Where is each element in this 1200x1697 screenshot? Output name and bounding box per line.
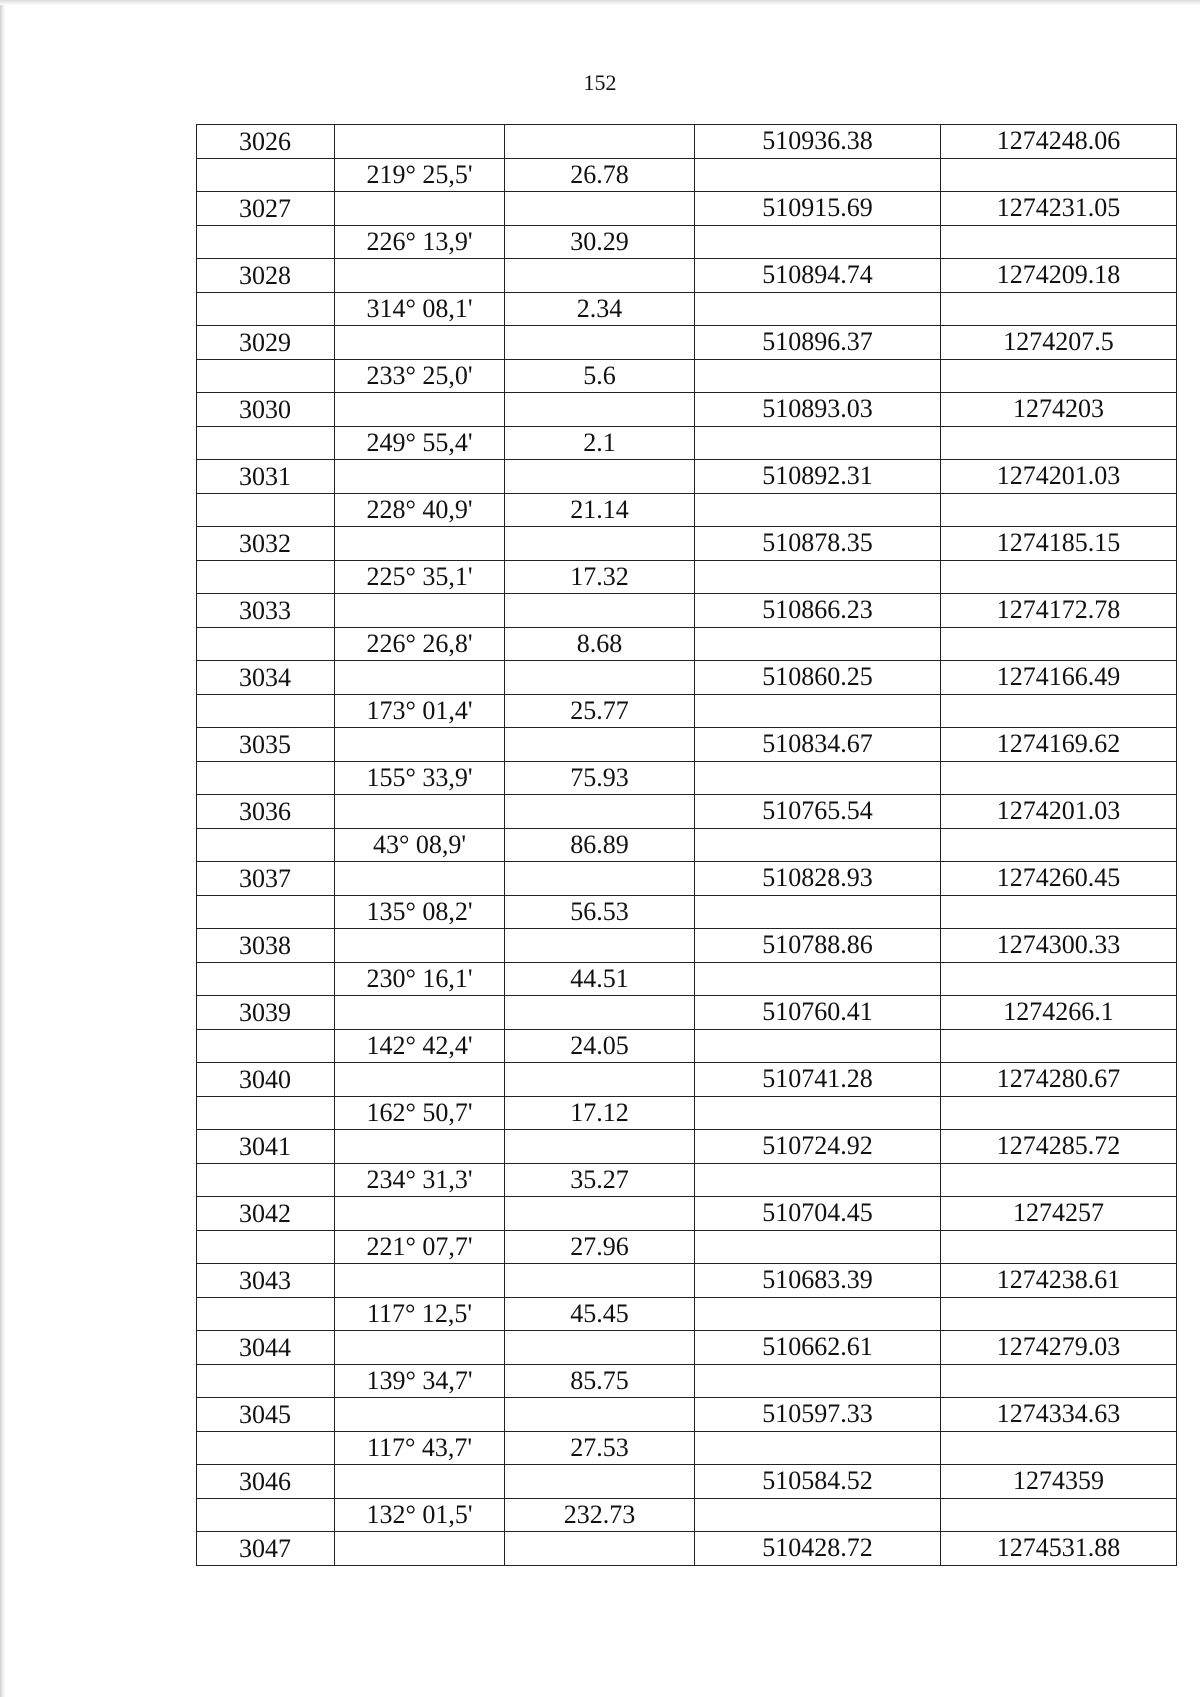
y-coordinate-cell — [941, 1029, 1177, 1063]
point-row — [197, 125, 1177, 159]
distance-cell: 27.53 — [505, 1431, 695, 1465]
y-coordinate-cell: 1274300.33 — [941, 929, 1177, 963]
distance-cell — [505, 862, 695, 896]
x-coordinate-cell: 510662.61 — [695, 1331, 941, 1365]
distance-cell: 21.14 — [505, 493, 695, 527]
point-number-cell — [197, 627, 335, 661]
segment-row — [197, 828, 1177, 862]
point-row — [197, 1197, 1177, 1231]
segment-row — [197, 1029, 1177, 1063]
y-coordinate-cell: 1274531.88 — [941, 1532, 1177, 1566]
point-number-cell: 3047 — [197, 1532, 335, 1566]
point-number-cell: 3037 — [197, 862, 335, 896]
distance-cell — [505, 1130, 695, 1164]
direction-angle-cell — [335, 862, 505, 896]
direction-angle-cell — [335, 259, 505, 293]
segment-row — [197, 359, 1177, 393]
x-coordinate-cell: 510915.69 — [695, 192, 941, 226]
x-coordinate-cell: 510834.67 — [695, 728, 941, 762]
direction-angle-cell — [335, 1465, 505, 1499]
point-row — [197, 460, 1177, 494]
distance-cell — [505, 1532, 695, 1566]
segment-row — [197, 1431, 1177, 1465]
x-coordinate-cell: 510894.74 — [695, 259, 941, 293]
point-row — [197, 259, 1177, 293]
direction-angle-cell: 142° 42,4' — [335, 1029, 505, 1063]
distance-cell: 86.89 — [505, 828, 695, 862]
x-coordinate-cell — [695, 627, 941, 661]
y-coordinate-cell — [941, 292, 1177, 326]
y-coordinate-cell — [941, 828, 1177, 862]
y-coordinate-cell — [941, 359, 1177, 393]
point-number-cell — [197, 1431, 335, 1465]
point-number-cell: 3028 — [197, 259, 335, 293]
distance-cell — [505, 460, 695, 494]
distance-cell — [505, 393, 695, 427]
x-coordinate-cell: 510760.41 — [695, 996, 941, 1030]
x-coordinate-cell — [695, 426, 941, 460]
distance-cell — [505, 192, 695, 226]
direction-angle-cell — [335, 929, 505, 963]
segment-row — [197, 560, 1177, 594]
x-coordinate-cell — [695, 1096, 941, 1130]
distance-cell: 8.68 — [505, 627, 695, 661]
direction-angle-cell: 226° 26,8' — [335, 627, 505, 661]
x-coordinate-cell: 510878.35 — [695, 527, 941, 561]
scan-edge-shadow — [0, 0, 6, 1697]
point-number-cell: 3044 — [197, 1331, 335, 1365]
direction-angle-cell: 135° 08,2' — [335, 895, 505, 929]
x-coordinate-cell — [695, 158, 941, 192]
direction-angle-cell: 225° 35,1' — [335, 560, 505, 594]
distance-cell: 5.6 — [505, 359, 695, 393]
point-number-cell — [197, 895, 335, 929]
direction-angle-cell — [335, 661, 505, 695]
y-coordinate-cell — [941, 1230, 1177, 1264]
direction-angle-cell — [335, 125, 505, 159]
y-coordinate-cell: 1274266.1 — [941, 996, 1177, 1030]
x-coordinate-cell: 510788.86 — [695, 929, 941, 963]
point-number-cell: 3038 — [197, 929, 335, 963]
direction-angle-cell — [335, 1130, 505, 1164]
distance-cell — [505, 929, 695, 963]
x-coordinate-cell — [695, 828, 941, 862]
segment-row — [197, 627, 1177, 661]
point-number-cell: 3032 — [197, 527, 335, 561]
direction-angle-cell: 139° 34,7' — [335, 1364, 505, 1398]
x-coordinate-cell: 510765.54 — [695, 795, 941, 829]
point-number-cell: 3030 — [197, 393, 335, 427]
distance-cell: 232.73 — [505, 1498, 695, 1532]
direction-angle-cell — [335, 996, 505, 1030]
x-coordinate-cell — [695, 493, 941, 527]
distance-cell: 2.1 — [505, 426, 695, 460]
direction-angle-cell — [335, 1331, 505, 1365]
x-coordinate-cell — [695, 1364, 941, 1398]
y-coordinate-cell: 1274185.15 — [941, 527, 1177, 561]
distance-cell: 27.96 — [505, 1230, 695, 1264]
point-number-cell — [197, 292, 335, 326]
y-coordinate-cell — [941, 761, 1177, 795]
point-number-cell: 3045 — [197, 1398, 335, 1432]
point-row — [197, 192, 1177, 226]
distance-cell: 25.77 — [505, 694, 695, 728]
point-row — [197, 594, 1177, 628]
direction-angle-cell — [335, 326, 505, 360]
distance-cell: 17.32 — [505, 560, 695, 594]
distance-cell: 30.29 — [505, 225, 695, 259]
point-number-cell: 3034 — [197, 661, 335, 695]
point-number-cell: 3036 — [197, 795, 335, 829]
distance-cell: 35.27 — [505, 1163, 695, 1197]
segment-row — [197, 1230, 1177, 1264]
x-coordinate-cell: 510892.31 — [695, 460, 941, 494]
point-number-cell: 3026 — [197, 125, 335, 159]
point-row — [197, 661, 1177, 695]
segment-row — [197, 426, 1177, 460]
y-coordinate-cell — [941, 158, 1177, 192]
x-coordinate-cell — [695, 694, 941, 728]
x-coordinate-cell — [695, 1431, 941, 1465]
point-number-cell: 3033 — [197, 594, 335, 628]
point-number-cell: 3029 — [197, 326, 335, 360]
point-row — [197, 1130, 1177, 1164]
point-number-cell: 3041 — [197, 1130, 335, 1164]
y-coordinate-cell: 1274169.62 — [941, 728, 1177, 762]
point-number-cell: 3027 — [197, 192, 335, 226]
x-coordinate-cell: 510860.25 — [695, 661, 941, 695]
distance-cell — [505, 996, 695, 1030]
point-row — [197, 862, 1177, 896]
distance-cell: 17.12 — [505, 1096, 695, 1130]
distance-cell — [505, 527, 695, 561]
point-number-cell: 3046 — [197, 1465, 335, 1499]
distance-cell: 26.78 — [505, 158, 695, 192]
x-coordinate-cell: 510683.39 — [695, 1264, 941, 1298]
point-number-cell: 3035 — [197, 728, 335, 762]
x-coordinate-cell — [695, 962, 941, 996]
direction-angle-cell: 155° 33,9' — [335, 761, 505, 795]
distance-cell: 75.93 — [505, 761, 695, 795]
distance-cell — [505, 795, 695, 829]
segment-row — [197, 225, 1177, 259]
distance-cell — [505, 1063, 695, 1097]
direction-angle-cell: 233° 25,0' — [335, 359, 505, 393]
direction-angle-cell: 219° 25,5' — [335, 158, 505, 192]
y-coordinate-cell — [941, 560, 1177, 594]
y-coordinate-cell: 1274166.49 — [941, 661, 1177, 695]
point-row — [197, 1331, 1177, 1365]
segment-row — [197, 895, 1177, 929]
point-number-cell — [197, 1364, 335, 1398]
y-coordinate-cell: 1274172.78 — [941, 594, 1177, 628]
point-number-cell — [197, 1029, 335, 1063]
direction-angle-cell: 249° 55,4' — [335, 426, 505, 460]
point-number-cell — [197, 761, 335, 795]
y-coordinate-cell — [941, 1498, 1177, 1532]
direction-angle-cell — [335, 594, 505, 628]
point-row — [197, 1063, 1177, 1097]
x-coordinate-cell: 510584.52 — [695, 1465, 941, 1499]
y-coordinate-cell — [941, 225, 1177, 259]
segment-row — [197, 158, 1177, 192]
point-number-cell: 3039 — [197, 996, 335, 1030]
y-coordinate-cell — [941, 426, 1177, 460]
direction-angle-cell: 117° 43,7' — [335, 1431, 505, 1465]
y-coordinate-cell: 1274231.05 — [941, 192, 1177, 226]
point-row — [197, 1465, 1177, 1499]
direction-angle-cell — [335, 1532, 505, 1566]
distance-cell — [505, 661, 695, 695]
direction-angle-cell — [335, 192, 505, 226]
point-number-cell — [197, 158, 335, 192]
y-coordinate-cell — [941, 895, 1177, 929]
direction-angle-cell — [335, 728, 505, 762]
direction-angle-cell — [335, 1264, 505, 1298]
y-coordinate-cell — [941, 694, 1177, 728]
point-row — [197, 728, 1177, 762]
point-number-cell — [197, 1498, 335, 1532]
segment-row — [197, 1163, 1177, 1197]
direction-angle-cell: 314° 08,1' — [335, 292, 505, 326]
y-coordinate-cell: 1274257 — [941, 1197, 1177, 1231]
x-coordinate-cell: 510704.45 — [695, 1197, 941, 1231]
x-coordinate-cell — [695, 560, 941, 594]
point-row — [197, 795, 1177, 829]
point-number-cell: 3042 — [197, 1197, 335, 1231]
point-number-cell — [197, 1230, 335, 1264]
segment-row — [197, 1498, 1177, 1532]
direction-angle-cell: 162° 50,7' — [335, 1096, 505, 1130]
point-row — [197, 527, 1177, 561]
x-coordinate-cell: 510893.03 — [695, 393, 941, 427]
point-number-cell — [197, 1297, 335, 1331]
direction-angle-cell: 234° 31,3' — [335, 1163, 505, 1197]
y-coordinate-cell — [941, 1096, 1177, 1130]
y-coordinate-cell: 1274280.67 — [941, 1063, 1177, 1097]
distance-cell: 24.05 — [505, 1029, 695, 1063]
segment-row — [197, 493, 1177, 527]
point-row — [197, 929, 1177, 963]
x-coordinate-cell: 510741.28 — [695, 1063, 941, 1097]
distance-cell: 45.45 — [505, 1297, 695, 1331]
coordinates-table — [196, 124, 1177, 1566]
distance-cell — [505, 1398, 695, 1432]
y-coordinate-cell: 1274207.5 — [941, 326, 1177, 360]
x-coordinate-cell — [695, 1297, 941, 1331]
y-coordinate-cell: 1274201.03 — [941, 460, 1177, 494]
direction-angle-cell — [335, 1063, 505, 1097]
y-coordinate-cell: 1274209.18 — [941, 259, 1177, 293]
point-number-cell: 3031 — [197, 460, 335, 494]
point-row — [197, 1532, 1177, 1566]
direction-angle-cell: 173° 01,4' — [335, 694, 505, 728]
point-number-cell: 3043 — [197, 1264, 335, 1298]
direction-angle-cell: 132° 01,5' — [335, 1498, 505, 1532]
x-coordinate-cell — [695, 1498, 941, 1532]
point-row — [197, 996, 1177, 1030]
point-number-cell — [197, 1163, 335, 1197]
point-row — [197, 393, 1177, 427]
direction-angle-cell — [335, 460, 505, 494]
y-coordinate-cell — [941, 1297, 1177, 1331]
x-coordinate-cell — [695, 761, 941, 795]
y-coordinate-cell — [941, 493, 1177, 527]
point-number-cell — [197, 1096, 335, 1130]
y-coordinate-cell — [941, 627, 1177, 661]
distance-cell — [505, 326, 695, 360]
point-row — [197, 1398, 1177, 1432]
y-coordinate-cell: 1274248.06 — [941, 125, 1177, 159]
point-number-cell — [197, 225, 335, 259]
direction-angle-cell — [335, 393, 505, 427]
x-coordinate-cell — [695, 292, 941, 326]
distance-cell: 2.34 — [505, 292, 695, 326]
point-number-cell — [197, 962, 335, 996]
distance-cell: 44.51 — [505, 962, 695, 996]
y-coordinate-cell: 1274359 — [941, 1465, 1177, 1499]
point-number-cell — [197, 560, 335, 594]
distance-cell — [505, 728, 695, 762]
y-coordinate-cell: 1274201.03 — [941, 795, 1177, 829]
distance-cell — [505, 594, 695, 628]
scan-top-shadow — [0, 0, 1200, 5]
y-coordinate-cell: 1274279.03 — [941, 1331, 1177, 1365]
direction-angle-cell — [335, 1197, 505, 1231]
y-coordinate-cell: 1274334.63 — [941, 1398, 1177, 1432]
point-row — [197, 1264, 1177, 1298]
x-coordinate-cell: 510828.93 — [695, 862, 941, 896]
y-coordinate-cell: 1274285.72 — [941, 1130, 1177, 1164]
x-coordinate-cell: 510428.72 — [695, 1532, 941, 1566]
segment-row — [197, 292, 1177, 326]
distance-cell — [505, 1197, 695, 1231]
x-coordinate-cell: 510896.37 — [695, 326, 941, 360]
segment-row — [197, 1364, 1177, 1398]
x-coordinate-cell: 510936.38 — [695, 125, 941, 159]
x-coordinate-cell — [695, 895, 941, 929]
y-coordinate-cell — [941, 1163, 1177, 1197]
segment-row — [197, 694, 1177, 728]
direction-angle-cell: 226° 13,9' — [335, 225, 505, 259]
direction-angle-cell — [335, 527, 505, 561]
direction-angle-cell: 228° 40,9' — [335, 493, 505, 527]
segment-row — [197, 1297, 1177, 1331]
point-number-cell — [197, 359, 335, 393]
point-number-cell — [197, 694, 335, 728]
point-number-cell: 3040 — [197, 1063, 335, 1097]
direction-angle-cell — [335, 795, 505, 829]
point-number-cell — [197, 493, 335, 527]
page-number: 152 — [583, 70, 617, 95]
point-row — [197, 326, 1177, 360]
direction-angle-cell: 117° 12,5' — [335, 1297, 505, 1331]
distance-cell — [505, 125, 695, 159]
x-coordinate-cell — [695, 225, 941, 259]
direction-angle-cell: 43° 08,9' — [335, 828, 505, 862]
direction-angle-cell: 230° 16,1' — [335, 962, 505, 996]
x-coordinate-cell — [695, 1029, 941, 1063]
x-coordinate-cell: 510866.23 — [695, 594, 941, 628]
distance-cell — [505, 259, 695, 293]
point-number-cell — [197, 828, 335, 862]
y-coordinate-cell — [941, 962, 1177, 996]
distance-cell — [505, 1264, 695, 1298]
distance-cell — [505, 1331, 695, 1365]
segment-row — [197, 761, 1177, 795]
coordinates-table-body — [197, 125, 1177, 1566]
distance-cell: 56.53 — [505, 895, 695, 929]
x-coordinate-cell: 510597.33 — [695, 1398, 941, 1432]
x-coordinate-cell: 510724.92 — [695, 1130, 941, 1164]
y-coordinate-cell — [941, 1431, 1177, 1465]
segment-row — [197, 962, 1177, 996]
distance-cell: 85.75 — [505, 1364, 695, 1398]
segment-row — [197, 1096, 1177, 1130]
y-coordinate-cell — [941, 1364, 1177, 1398]
y-coordinate-cell: 1274260.45 — [941, 862, 1177, 896]
y-coordinate-cell: 1274203 — [941, 393, 1177, 427]
x-coordinate-cell — [695, 1163, 941, 1197]
y-coordinate-cell: 1274238.61 — [941, 1264, 1177, 1298]
distance-cell — [505, 1465, 695, 1499]
direction-angle-cell: 221° 07,7' — [335, 1230, 505, 1264]
point-number-cell — [197, 426, 335, 460]
x-coordinate-cell — [695, 1230, 941, 1264]
x-coordinate-cell — [695, 359, 941, 393]
direction-angle-cell — [335, 1398, 505, 1432]
